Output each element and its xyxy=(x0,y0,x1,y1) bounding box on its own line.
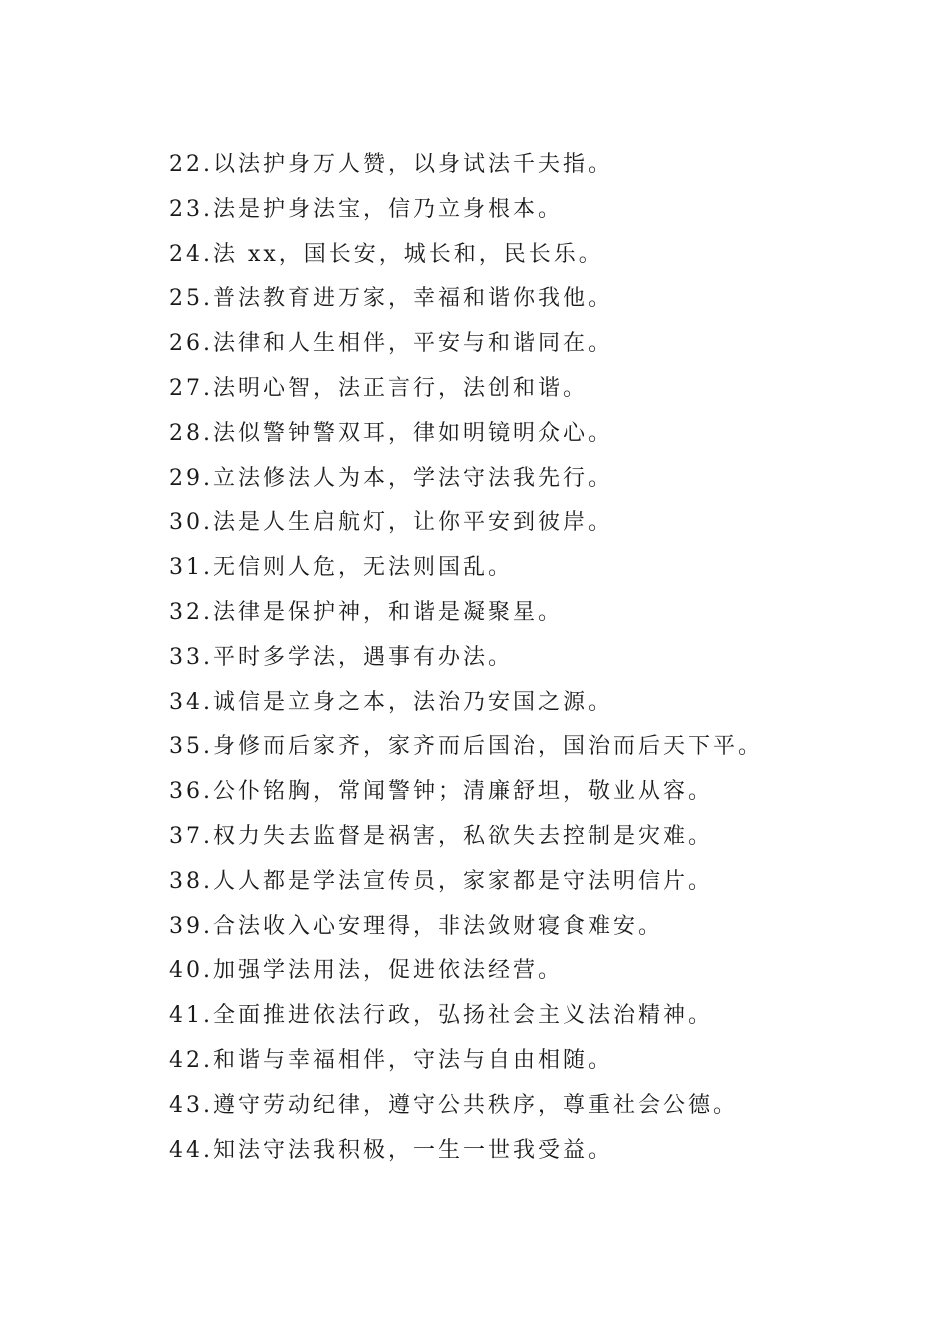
slogan-line: 25.普法教育进万家，幸福和谐你我他。 xyxy=(169,286,613,312)
slogan-line: 28.法似警钟警双耳，律如明镜明众心。 xyxy=(169,420,613,446)
slogan-line: 36.公仆铭胸，常闻警钟；清廉舒坦，敬业从容。 xyxy=(169,779,713,805)
slogan-line: 24.法 xx，国长安，城长和，民长乐。 xyxy=(169,241,604,267)
slogan-line: 40.加强学法用法，促进依法经营。 xyxy=(169,958,563,984)
slogan-line: 32.法律是保护神，和谐是凝聚星。 xyxy=(169,599,563,625)
slogan-line: 39.合法收入心安理得，非法敛财寝食难安。 xyxy=(169,913,663,939)
slogan-line: 30.法是人生启航灯，让你平安到彼岸。 xyxy=(169,510,613,536)
slogan-line: 44.知法守法我积极，一生一世我受益。 xyxy=(169,1137,613,1163)
slogan-line: 37.权力失去监督是祸害，私欲失去控制是灾难。 xyxy=(169,823,713,849)
slogan-line: 35.身修而后家齐，家齐而后国治，国治而后天下平。 xyxy=(169,734,763,760)
slogan-line: 22.以法护身万人赞，以身试法千夫指。 xyxy=(169,152,613,177)
slogan-line: 42.和谐与幸福相伴，守法与自由相随。 xyxy=(169,1047,613,1073)
slogan-line: 41.全面推进依法行政，弘扬社会主义法治精神。 xyxy=(169,1003,713,1029)
slogan-line: 34.诚信是立身之本，法治乃安国之源。 xyxy=(169,689,613,715)
slogan-line: 29.立法修法人为本，学法守法我先行。 xyxy=(169,465,613,491)
slogan-line: 26.法律和人生相伴，平安与和谐同在。 xyxy=(169,331,613,357)
slogan-line: 33.平时多学法，遇事有办法。 xyxy=(169,644,513,670)
slogan-line: 27.法明心智，法正言行，法创和谐。 xyxy=(169,375,588,401)
slogan-line: 38.人人都是学法宣传员，家家都是守法明信片。 xyxy=(169,868,713,894)
slogan-line: 23.法是护身法宝，信乃立身根本。 xyxy=(169,196,563,222)
slogan-list xyxy=(169,143,763,1173)
slogan-line: 43.遵守劳动纪律，遵守公共秩序，尊重社会公德。 xyxy=(169,1092,738,1118)
slogan-line: 31.无信则人危，无法则国乱。 xyxy=(169,555,513,581)
